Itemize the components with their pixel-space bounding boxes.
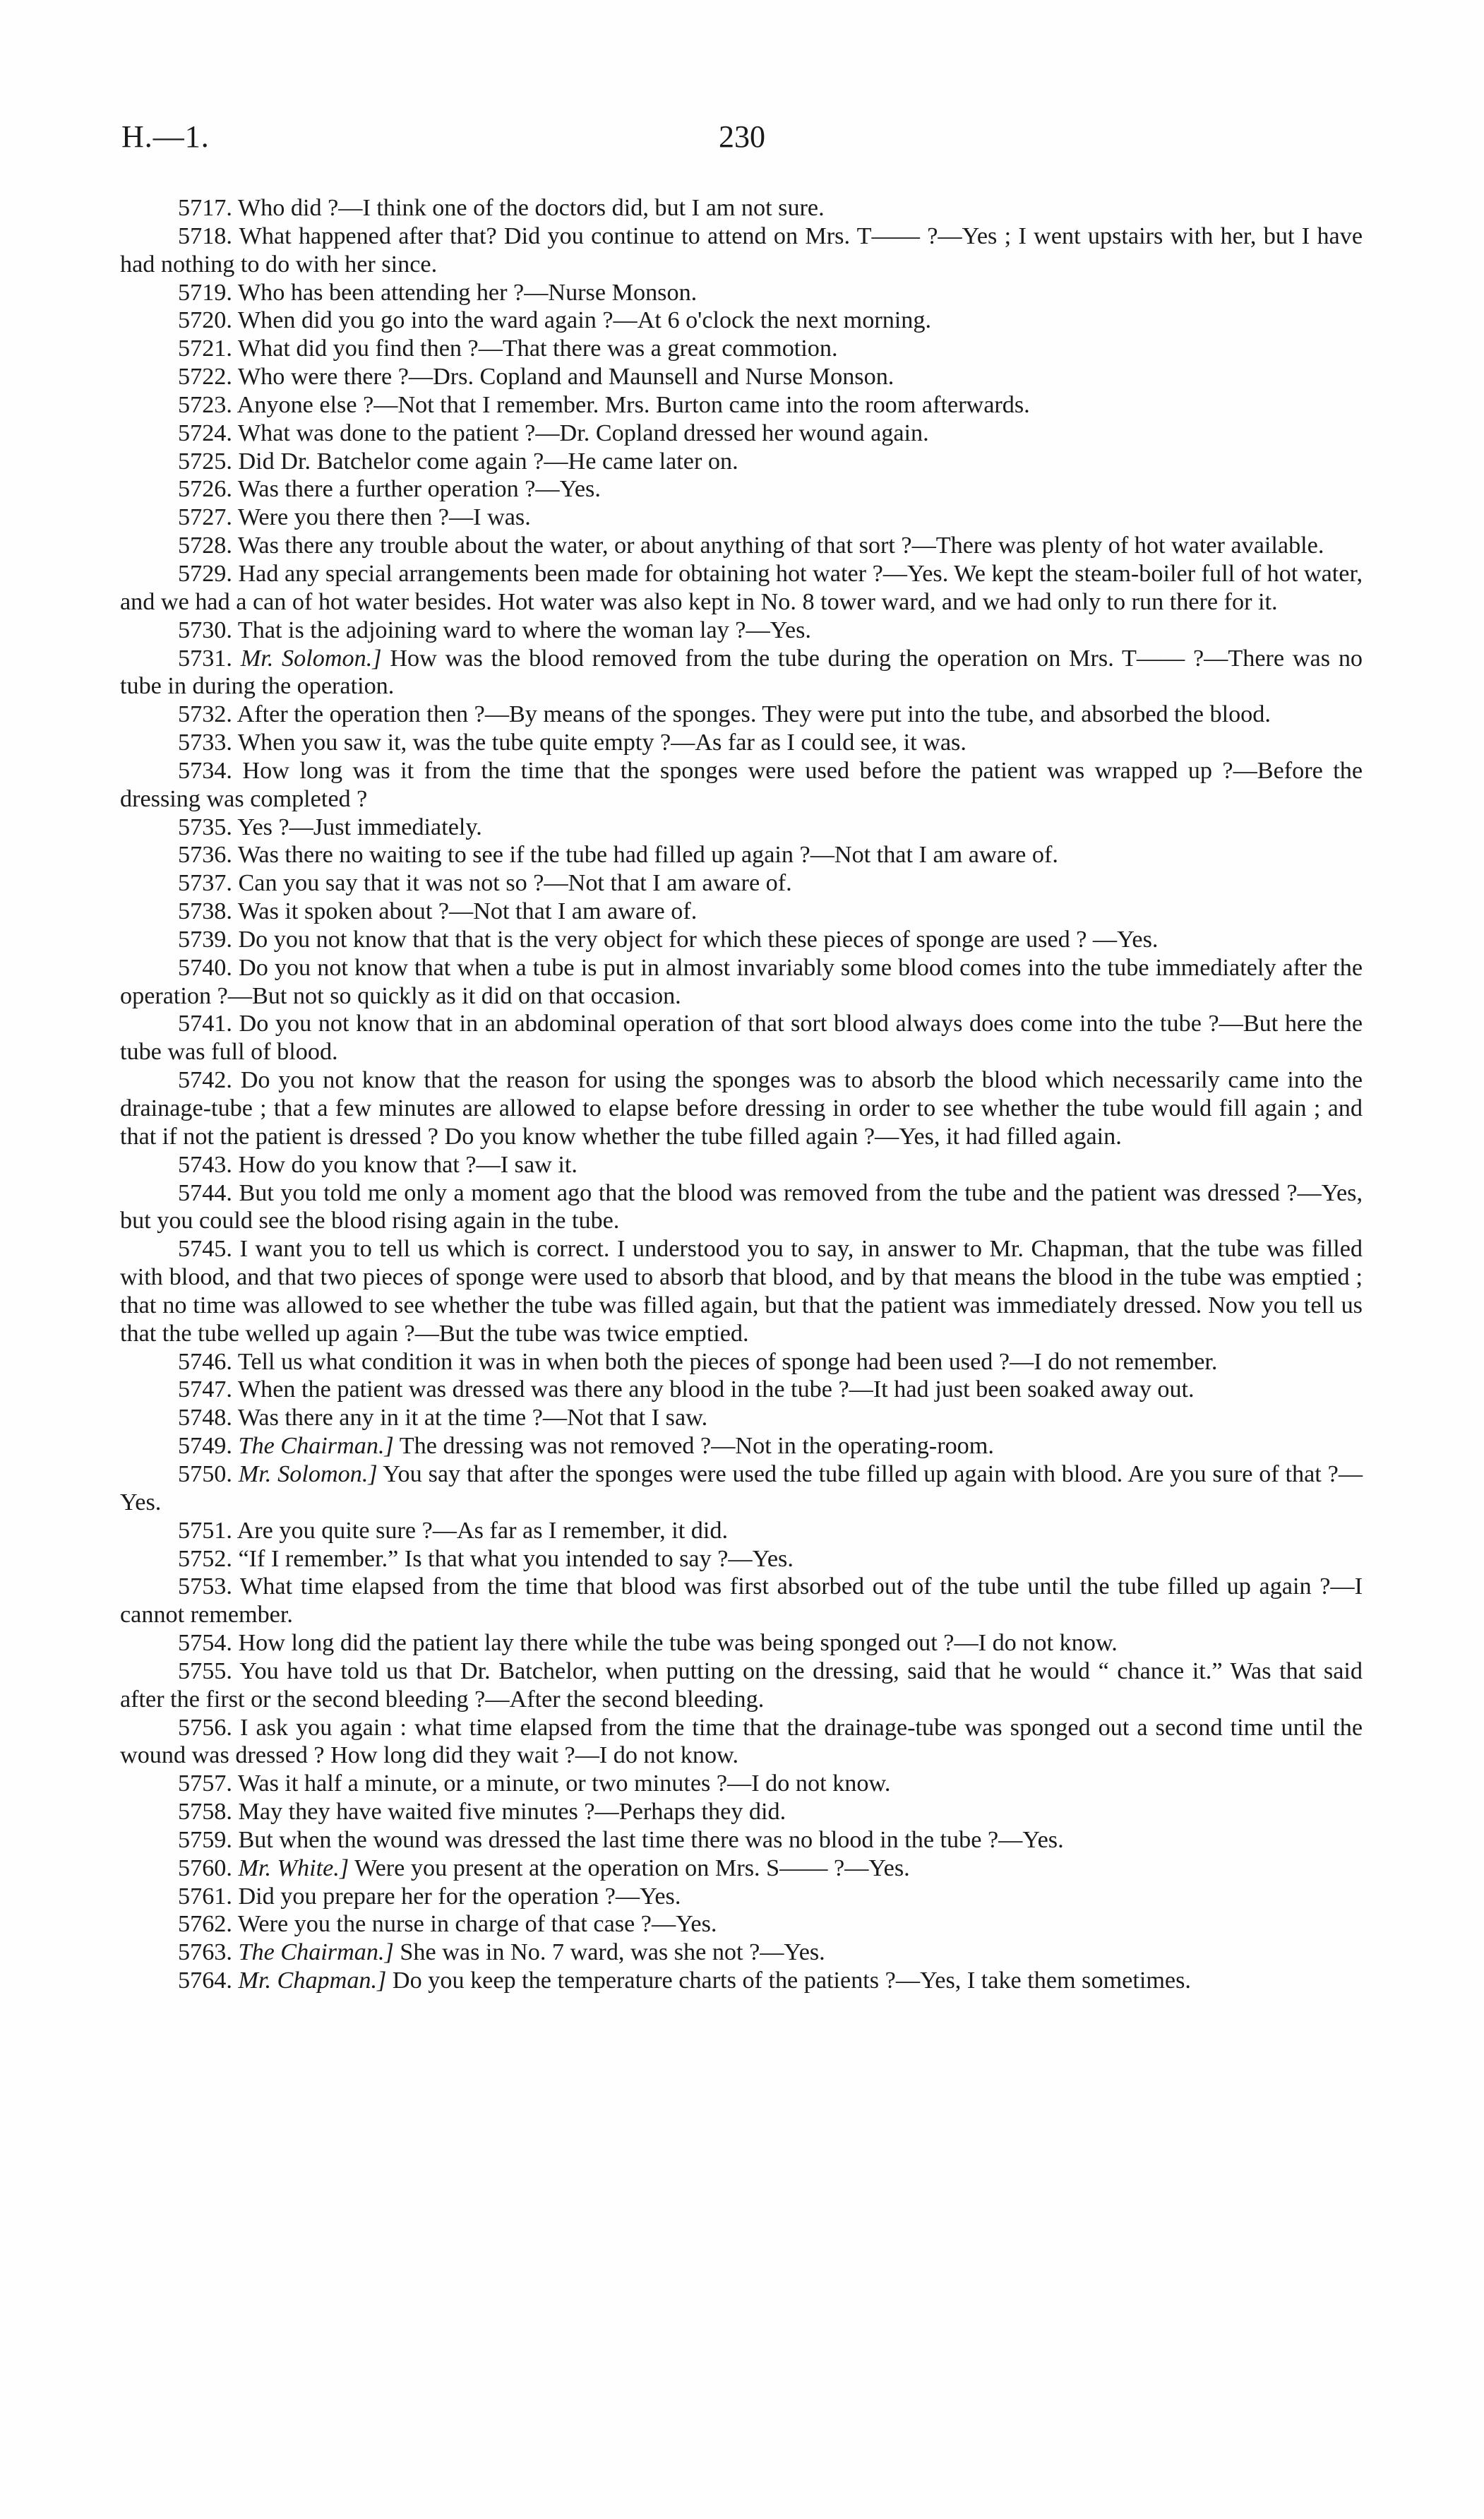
question-number: 5761. bbox=[178, 1883, 232, 1910]
question-paragraph bbox=[120, 1854, 1363, 1883]
question-text: How do you know that ?—I saw it. bbox=[238, 1151, 578, 1178]
question-text: Was it spoken about ?—Not that I am aware of. bbox=[237, 898, 698, 925]
question-text: Tell us what condition it was in when both the pieces of sponge had been used ?—I do not remember. bbox=[237, 1348, 1218, 1375]
question-number: 5735. bbox=[178, 814, 232, 840]
question-number: 5721. bbox=[178, 335, 232, 362]
question-number: 5741. bbox=[178, 1011, 232, 1037]
question-text: But you told me only a moment ago that the blood was removed from the tube and the patient was dressed ?—Yes, but you could see the blood rising again in the tube. bbox=[120, 1179, 1363, 1234]
question-paragraph bbox=[120, 279, 1363, 307]
question-number: 5759. bbox=[178, 1826, 232, 1853]
question-text: Was it half a minute, or a minute, or two minutes ?—I do not know. bbox=[237, 1770, 891, 1797]
question-number: 5763. bbox=[178, 1939, 232, 1966]
question-number: 5724. bbox=[178, 419, 232, 446]
question-text: Can you say that it was not so ?—Not that I am aware of. bbox=[238, 870, 792, 897]
question-number: 5722. bbox=[178, 364, 232, 391]
question-number: 5757. bbox=[178, 1770, 232, 1797]
question-text: “If I remember.” Is that what you intended to say ?—Yes. bbox=[238, 1545, 794, 1572]
question-paragraph bbox=[120, 222, 1363, 279]
question-text: Anyone else ?—Not that I remember. Mrs. Burton came into the room afterwards. bbox=[237, 391, 1030, 418]
question-text: Did Dr. Batchelor come again ?—He came later on. bbox=[238, 448, 738, 475]
question-number: 5762. bbox=[178, 1911, 232, 1938]
question-number: 5726. bbox=[178, 476, 232, 503]
question-text: Was there a further operation ?—Yes. bbox=[237, 476, 601, 503]
question-paragraph bbox=[120, 814, 1363, 842]
question-text: Were you there then ?—I was. bbox=[237, 504, 531, 531]
question-paragraph bbox=[120, 391, 1363, 419]
question-number: 5747. bbox=[178, 1376, 232, 1403]
question-text: She was in No. 7 ward, was she not ?—Yes. bbox=[400, 1939, 825, 1966]
question-number: 5729. bbox=[178, 560, 232, 587]
question-text: Are you quite sure ?—As far as I remember, it did. bbox=[237, 1517, 729, 1544]
section-code: H.—1. bbox=[121, 119, 210, 154]
speaker-label: Mr. Chapman.] bbox=[238, 1967, 387, 1994]
question-paragraph bbox=[120, 560, 1363, 617]
question-paragraph bbox=[120, 1883, 1363, 1911]
question-number: 5750. bbox=[178, 1460, 232, 1487]
question-paragraph bbox=[120, 504, 1363, 532]
question-number: 5718. bbox=[178, 222, 232, 249]
question-paragraph bbox=[120, 1657, 1363, 1714]
question-number: 5734. bbox=[178, 757, 232, 784]
question-paragraph bbox=[120, 926, 1363, 954]
speaker-label: Mr. Solomon.] bbox=[238, 1460, 378, 1487]
question-text: May they have waited five minutes ?—Perhaps they did. bbox=[238, 1799, 786, 1826]
question-paragraph bbox=[120, 475, 1363, 504]
question-number: 5752. bbox=[178, 1545, 232, 1572]
question-text: Do you not know that in an abdominal operation of that sort blood always does come into the tube ?—But here the tube was full of blood. bbox=[120, 1011, 1363, 1066]
question-text: Do you keep the temperature charts of the patients ?—Yes, I take them sometimes. bbox=[392, 1967, 1191, 1994]
question-paragraph bbox=[120, 1939, 1363, 1967]
question-number: 5754. bbox=[178, 1630, 232, 1657]
question-number: 5740. bbox=[178, 954, 232, 981]
question-number: 5748. bbox=[178, 1405, 232, 1431]
question-paragraph bbox=[120, 729, 1363, 757]
question-text: When did you go into the ward again ?—At 6 o'clock the next morning. bbox=[237, 307, 932, 334]
question-number: 5756. bbox=[178, 1714, 232, 1741]
question-text: You say that after the sponges were used the tube filled up again with blood. Are you sure of that ?—Yes. bbox=[120, 1460, 1363, 1515]
question-text: But when the wound was dressed the last time there was no blood in the tube ?—Yes. bbox=[238, 1826, 1064, 1853]
page-number: 230 bbox=[719, 119, 765, 154]
question-number: 5727. bbox=[178, 504, 232, 531]
question-text: Who did ?—I think one of the doctors did, but I am not sure. bbox=[237, 195, 825, 221]
question-text: Do you not know that the reason for using the sponges was to absorb the blood which necessarily came into the drainage-tube ; that a few minutes are allowed to elapse before dressing in order to see whether the tube would fill again ; and that if not the patient is dressed ? Do you know whether the tube filled again ?—Yes, it had filled again. bbox=[120, 1067, 1363, 1150]
question-paragraph bbox=[120, 1910, 1363, 1939]
question-paragraph bbox=[120, 1235, 1363, 1347]
question-paragraph bbox=[120, 194, 1363, 222]
question-paragraph bbox=[120, 448, 1363, 476]
question-text: Yes ?—Just immediately. bbox=[237, 814, 482, 840]
question-text: How was the blood removed from the tube during the operation on Mrs. T—— ?—There was no tube in during the operation. bbox=[120, 645, 1363, 700]
question-text: Was there any trouble about the water, or about anything of that sort ?—There was plenty of hot water available. bbox=[237, 532, 1324, 559]
question-paragraph bbox=[120, 1404, 1363, 1432]
question-text: I ask you again : what time elapsed from the time that the drainage-tube was sponged out a second time until the wound was dressed ? How long did they wait ?—I do not know. bbox=[120, 1714, 1363, 1769]
question-paragraph bbox=[120, 1460, 1363, 1517]
question-paragraph bbox=[120, 1432, 1363, 1460]
question-number: 5728. bbox=[178, 532, 232, 559]
question-number: 5737. bbox=[178, 870, 232, 897]
question-number: 5753. bbox=[178, 1573, 232, 1600]
question-text: The dressing was not removed ?—Not in the operating-room. bbox=[399, 1433, 994, 1460]
question-text: You have told us that Dr. Batchelor, when putting on the dressing, said that he would “ chance it.” Was that said after the first or the second bleeding ?—After the second bleeding. bbox=[120, 1657, 1363, 1713]
question-number: 5746. bbox=[178, 1348, 232, 1375]
speaker-label: The Chairman.] bbox=[238, 1939, 394, 1966]
question-number: 5723. bbox=[178, 391, 232, 418]
question-paragraph bbox=[120, 701, 1363, 729]
question-text: Did you prepare her for the operation ?—Yes. bbox=[238, 1883, 681, 1910]
question-paragraph bbox=[120, 1376, 1363, 1404]
question-text: Was there any in it at the time ?—Not that I saw. bbox=[237, 1405, 708, 1431]
question-paragraph bbox=[120, 1714, 1363, 1770]
question-paragraph bbox=[120, 954, 1363, 1011]
question-number: 5744. bbox=[178, 1179, 232, 1206]
question-text: Do you not know that that is the very object for which these pieces of sponge are used ? —Yes. bbox=[238, 926, 1159, 953]
question-number: 5760. bbox=[178, 1854, 232, 1881]
question-number: 5717. bbox=[178, 195, 232, 221]
question-paragraph bbox=[120, 419, 1363, 448]
question-text: Who were there ?—Drs. Copland and Maunsell and Nurse Monson. bbox=[237, 364, 894, 391]
question-number: 5749. bbox=[178, 1433, 232, 1460]
question-text: Do you not know that when a tube is put in almost invariably some blood comes into the tube immediately after the operation ?—But not so quickly as it did on that occasion. bbox=[120, 954, 1363, 1009]
question-number: 5738. bbox=[178, 898, 232, 925]
speaker-label: Mr. White.] bbox=[238, 1854, 349, 1881]
question-paragraph bbox=[120, 645, 1363, 701]
question-paragraph bbox=[120, 1179, 1363, 1236]
question-text: Who has been attending her ?—Nurse Monson. bbox=[237, 279, 698, 306]
question-text: After the operation then ?—By means of the sponges. They were put into the tube, and absorbed the blood. bbox=[237, 701, 1271, 728]
question-text: I want you to tell us which is correct. I understood you to say, in answer to Mr. Chapman, that the tube was filled with blood, and that two pieces of sponge were used to absorb that blood, and by that means the blood in the tube was emptied ; that no time was allowed to see whether the tube was filled again, but that the patient was immediately dressed. Now you tell us that the tube welled up again ?—But the tube was twice emptied. bbox=[120, 1236, 1363, 1347]
question-number: 5732. bbox=[178, 701, 232, 728]
question-paragraph bbox=[120, 898, 1363, 926]
question-number: 5736. bbox=[178, 842, 232, 869]
question-text: What happened after that? Did you continue to attend on Mrs. T—— ?—Yes ; I went upstairs with her, but I have had nothing to do with her since. bbox=[120, 222, 1363, 278]
question-number: 5731. bbox=[178, 645, 232, 672]
question-paragraph bbox=[120, 1151, 1363, 1179]
question-paragraph bbox=[120, 1798, 1363, 1826]
question-number: 5725. bbox=[178, 448, 232, 475]
question-paragraph bbox=[120, 306, 1363, 335]
testimony-body bbox=[120, 194, 1363, 1995]
question-text: What did you find then ?—That there was a great commotion. bbox=[237, 335, 838, 362]
question-text: Were you present at the operation on Mrs. S—— ?—Yes. bbox=[354, 1854, 910, 1881]
question-paragraph bbox=[120, 1545, 1363, 1573]
question-paragraph bbox=[120, 1348, 1363, 1376]
question-number: 5745. bbox=[178, 1236, 232, 1263]
question-number: 5742. bbox=[178, 1067, 232, 1094]
question-number: 5751. bbox=[178, 1517, 232, 1544]
question-text: Were you the nurse in charge of that case ?—Yes. bbox=[237, 1911, 717, 1938]
question-paragraph bbox=[120, 1573, 1363, 1629]
question-text: How long did the patient lay there while the tube was being sponged out ?—I do not know. bbox=[238, 1630, 1118, 1657]
question-paragraph bbox=[120, 1826, 1363, 1854]
question-text: What was done to the patient ?—Dr. Copland dressed her wound again. bbox=[237, 419, 929, 446]
question-text: When you saw it, was the tube quite empty ?—As far as I could see, it was. bbox=[237, 730, 967, 756]
question-number: 5730. bbox=[178, 617, 232, 643]
question-text: When the patient was dressed was there any blood in the tube ?—It had just been soaked away out. bbox=[237, 1376, 1195, 1403]
question-number: 5758. bbox=[178, 1799, 232, 1826]
question-paragraph bbox=[120, 1967, 1363, 1995]
question-text: What time elapsed from the time that blood was first absorbed out of the tube until the tube filled up again ?—I cannot remember. bbox=[120, 1573, 1363, 1628]
question-text: Was there no waiting to see if the tube had filled up again ?—Not that I am aware of. bbox=[237, 842, 1058, 869]
question-paragraph bbox=[120, 869, 1363, 898]
question-number: 5755. bbox=[178, 1657, 232, 1684]
question-number: 5719. bbox=[178, 279, 232, 306]
question-paragraph bbox=[120, 1517, 1363, 1545]
speaker-label: Mr. Solomon.] bbox=[240, 645, 382, 672]
question-text: That is the adjoining ward to where the woman lay ?—Yes. bbox=[237, 617, 811, 643]
question-paragraph bbox=[120, 757, 1363, 814]
question-number: 5720. bbox=[178, 307, 232, 334]
question-paragraph bbox=[120, 363, 1363, 391]
question-paragraph bbox=[120, 617, 1363, 645]
question-paragraph bbox=[120, 1629, 1363, 1657]
question-paragraph bbox=[120, 532, 1363, 560]
question-paragraph bbox=[120, 335, 1363, 363]
question-text: How long was it from the time that the sponges were used before the patient was wrapped up ?—Before the dressing was completed ? bbox=[120, 757, 1363, 812]
speaker-label: The Chairman.] bbox=[238, 1433, 394, 1460]
question-number: 5764. bbox=[178, 1967, 232, 1994]
question-number: 5743. bbox=[178, 1151, 232, 1178]
question-number: 5733. bbox=[178, 730, 232, 756]
question-paragraph bbox=[120, 1770, 1363, 1798]
question-paragraph bbox=[120, 841, 1363, 869]
question-paragraph bbox=[120, 1010, 1363, 1066]
question-number: 5739. bbox=[178, 926, 232, 953]
question-paragraph bbox=[120, 1066, 1363, 1151]
question-text: Had any special arrangements been made for obtaining hot water ?—Yes. We kept the steam-boiler full of hot water, and we had a can of hot water besides. Hot water was also kept in No. 8 tower ward, and we had only to run there for it. bbox=[120, 560, 1363, 615]
